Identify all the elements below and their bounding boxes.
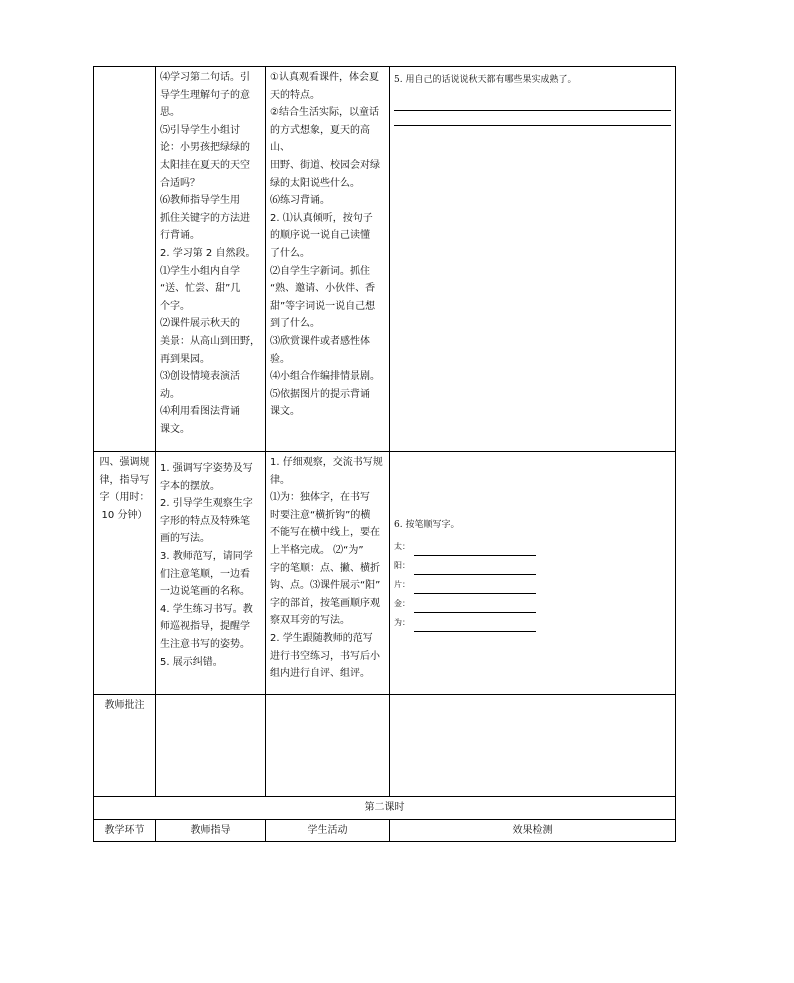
char-answer-line[interactable] bbox=[414, 581, 536, 594]
header-teacher: 教师指导 bbox=[156, 819, 266, 842]
char-answer-line[interactable] bbox=[414, 619, 536, 632]
lesson-plan-table bbox=[93, 66, 676, 842]
second-period-title: 第二课时 bbox=[94, 797, 676, 820]
text-line: ⑹练习背诵。 bbox=[270, 195, 330, 207]
text-line: ②结合生活实际，以童话 bbox=[270, 107, 379, 119]
check-question: 6. 按笔顺写字。 bbox=[394, 520, 460, 531]
text-line: 2. 学生跟随教师的范写 bbox=[270, 632, 373, 644]
char-label: 片： bbox=[394, 580, 410, 590]
text-line: 的顺序说一说自己读懂 bbox=[270, 230, 370, 242]
header-student: 学生活动 bbox=[266, 819, 390, 842]
text-line: 到了什么。 bbox=[270, 318, 320, 330]
text-line: 课文。 bbox=[160, 423, 190, 435]
text-line: 动。 bbox=[160, 388, 180, 400]
text-line: 验。 bbox=[270, 353, 290, 365]
text-line: ⑴为：独体字，在书写 bbox=[270, 492, 370, 504]
text-line: ⑶创设情境表演活 bbox=[160, 371, 240, 383]
table-header-row bbox=[94, 819, 676, 842]
text-line: ⑸引导学生小组讨 bbox=[160, 124, 240, 136]
text-line: ⑷利用看图法背诵 bbox=[160, 406, 240, 418]
text-line: 2. 学习第 2 自然段。 bbox=[160, 247, 256, 259]
text-line: ⑵课件展示秋天的 bbox=[160, 318, 240, 330]
char-practice-row bbox=[394, 556, 671, 575]
char-practice-row bbox=[394, 613, 671, 632]
text-line: ①认真观看课件，体会夏 bbox=[270, 72, 379, 83]
text-line: 天的特点。 bbox=[270, 89, 320, 101]
text-line: 1. 仔细观察，交流书写规 bbox=[270, 457, 383, 468]
table-row bbox=[94, 67, 676, 452]
header-stage: 教学环节 bbox=[94, 819, 156, 842]
student-activity-cell bbox=[266, 67, 390, 452]
text-line: 字的笔顺：点、撇、横折 bbox=[270, 562, 380, 574]
char-answer-line[interactable] bbox=[414, 543, 536, 556]
text-line: 了什么。 bbox=[270, 247, 310, 259]
char-label: 太： bbox=[394, 542, 410, 552]
text-line: 生注意书写的姿势。 bbox=[160, 638, 250, 650]
text-line: 个字。 bbox=[160, 300, 190, 312]
text-line: 的方式想象，夏天的高山、 bbox=[270, 124, 370, 154]
text-line: 抓住关键字的方法进 bbox=[160, 212, 250, 224]
text-line: 画的写法。 bbox=[160, 533, 210, 545]
check-question: 5. 用自己的话说说秋天都有哪些果实成熟了。 bbox=[394, 75, 577, 85]
text-line: 太阳挂在夏天的天空 bbox=[160, 159, 250, 171]
text-line: 4. 学生练习书写。教 bbox=[160, 603, 253, 615]
char-practice-list bbox=[394, 537, 671, 632]
text-line: 一边说笔画的名称。 bbox=[160, 586, 250, 598]
text-line: 进行书空练习，书写后小 bbox=[270, 650, 380, 662]
text-line: 导学生理解句子的意 bbox=[160, 89, 250, 101]
student-activity-cell bbox=[266, 452, 390, 695]
text-line: 不能写在横中线上，要在 bbox=[270, 527, 380, 539]
text-line: 课文。 bbox=[270, 406, 300, 418]
text-line: 2. ⑴认真倾听，按句子 bbox=[270, 212, 373, 224]
answer-line[interactable] bbox=[394, 111, 671, 126]
text-line: 时要注意“横折钩”的横 bbox=[270, 509, 371, 521]
text-line: 师巡视指导，提醒学 bbox=[160, 621, 250, 633]
char-practice-row bbox=[394, 575, 671, 594]
text-line: ⑹教师指导学生用 bbox=[160, 195, 240, 207]
text-line: 论：小男孩把绿绿的 bbox=[160, 142, 250, 154]
text-line: ⑷小组合作编排情景剧。 bbox=[270, 371, 380, 383]
text-line: 再到果园。 bbox=[160, 353, 210, 365]
text-line: 字本的摆放。 bbox=[160, 480, 220, 492]
text-line: 字（用时： bbox=[99, 492, 150, 504]
table-row bbox=[94, 797, 676, 820]
text-line: 们注意笔顺，一边看 bbox=[160, 568, 250, 580]
table-row bbox=[94, 452, 676, 695]
char-label: 为： bbox=[394, 618, 410, 628]
char-practice-row bbox=[394, 537, 671, 556]
text-line: ⑷学习第二句话。引 bbox=[160, 72, 250, 83]
text-line: 律。 bbox=[270, 474, 290, 486]
text-line: 甜”等字词说一说自己想 bbox=[270, 300, 376, 312]
stage-cell bbox=[94, 452, 156, 695]
teacher-notes-cell[interactable] bbox=[390, 695, 676, 797]
text-line: 田野、街道、校园会对绿 bbox=[270, 159, 380, 171]
text-line: 思。 bbox=[160, 107, 180, 119]
text-line: 2. 引导学生观察生字 bbox=[160, 498, 253, 510]
text-line: 钩、点。⑶课件展示“阳” bbox=[270, 580, 381, 592]
teacher-guidance-cell bbox=[156, 452, 266, 695]
text-line: 合适吗？ bbox=[160, 177, 200, 189]
stage-cell bbox=[94, 67, 156, 452]
char-label: 阳： bbox=[394, 561, 410, 571]
text-line: 察双耳旁的写法。 bbox=[270, 615, 350, 627]
text-line: 美景：从高山到田野， bbox=[160, 335, 260, 347]
char-answer-line[interactable] bbox=[414, 600, 536, 613]
char-label: 金： bbox=[394, 599, 410, 609]
text-line: 组内进行自评、组评。 bbox=[270, 668, 370, 680]
text-line: ⑵自学生字新词。抓住 bbox=[270, 265, 370, 277]
effect-check-cell bbox=[390, 452, 676, 695]
text-line: ⑶欣赏课件或者感性体 bbox=[270, 335, 370, 347]
answer-line[interactable] bbox=[394, 96, 671, 111]
effect-check-cell bbox=[390, 67, 676, 452]
teacher-guidance-cell bbox=[156, 67, 266, 452]
text-line: 字的部首，按笔画顺序观 bbox=[270, 597, 380, 609]
teacher-notes-label: 教师批注 bbox=[94, 695, 156, 797]
text-line: “熟、邀请、小伙伴、香 bbox=[270, 283, 376, 295]
text-line: 律，指导写 bbox=[99, 474, 150, 486]
text-line: 3. 教师范写，请同学 bbox=[160, 550, 253, 562]
teacher-notes-cell[interactable] bbox=[266, 695, 390, 797]
text-line: 字形的特点及特殊笔 bbox=[160, 515, 250, 527]
header-check: 效果检测 bbox=[390, 819, 676, 842]
text-line: 上半格完成。 ⑵“为” bbox=[270, 544, 364, 556]
char-practice-row bbox=[394, 594, 671, 613]
text-line: 四、强调规 bbox=[99, 457, 150, 468]
text-line: 5. 展示纠错。 bbox=[160, 656, 223, 668]
text-line: 1. 强调写字姿势及写 bbox=[160, 463, 253, 474]
text-line: 10 分钟） bbox=[101, 509, 148, 521]
table-row bbox=[94, 695, 676, 797]
char-answer-line[interactable] bbox=[414, 562, 536, 575]
text-line: 行背诵。 bbox=[160, 230, 200, 242]
text-line: ⑴学生小组内自学 bbox=[160, 265, 240, 277]
text-line: ⑸依据图片的提示背诵 bbox=[270, 388, 370, 400]
text-line: 绿的太阳说些什么。 bbox=[270, 177, 360, 189]
teacher-notes-cell[interactable] bbox=[156, 695, 266, 797]
text-line: “送、忙尝、甜”几 bbox=[160, 283, 241, 295]
